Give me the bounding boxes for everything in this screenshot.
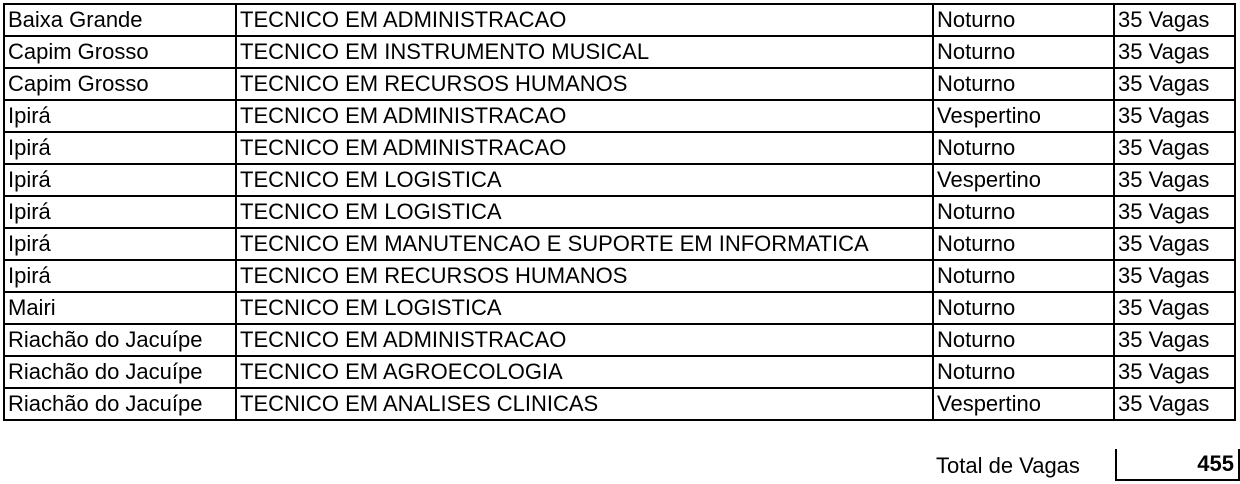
city-cell: Riachão do Jacuípe bbox=[4, 356, 236, 388]
table-row bbox=[4, 36, 1235, 68]
vagas-cell: 35 Vagas bbox=[1114, 196, 1235, 228]
vagas-cell: 35 Vagas bbox=[1114, 228, 1235, 260]
total-value: 455 bbox=[1115, 449, 1240, 481]
total-label: Total de Vagas bbox=[936, 453, 1080, 478]
city-cell: Mairi bbox=[4, 292, 236, 324]
shift-cell: Noturno bbox=[933, 132, 1114, 164]
table-row bbox=[4, 68, 1235, 100]
shift-cell: Vespertino bbox=[933, 100, 1114, 132]
course-cell: TECNICO EM ADMINISTRACAO bbox=[236, 132, 933, 164]
city-cell: Ipirá bbox=[4, 132, 236, 164]
course-cell: TECNICO EM LOGISTICA bbox=[236, 196, 933, 228]
city-cell: Capim Grosso bbox=[4, 68, 236, 100]
vagas-table bbox=[3, 3, 1236, 421]
course-cell: TECNICO EM AGROECOLOGIA bbox=[236, 356, 933, 388]
table-row bbox=[4, 4, 1235, 36]
table-row bbox=[4, 196, 1235, 228]
shift-cell: Vespertino bbox=[933, 164, 1114, 196]
course-cell: TECNICO EM ANALISES CLINICAS bbox=[236, 388, 933, 420]
course-cell: TECNICO EM RECURSOS HUMANOS bbox=[236, 68, 933, 100]
shift-cell: Noturno bbox=[933, 4, 1114, 36]
shift-cell: Noturno bbox=[933, 356, 1114, 388]
table-row bbox=[4, 100, 1235, 132]
city-cell: Riachão do Jacuípe bbox=[4, 388, 236, 420]
vagas-cell: 35 Vagas bbox=[1114, 36, 1235, 68]
city-cell: Baixa Grande bbox=[4, 4, 236, 36]
vagas-cell: 35 Vagas bbox=[1114, 324, 1235, 356]
city-cell: Ipirá bbox=[4, 196, 236, 228]
table-row bbox=[4, 356, 1235, 388]
vagas-cell: 35 Vagas bbox=[1114, 4, 1235, 36]
vagas-cell: 35 Vagas bbox=[1114, 356, 1235, 388]
city-cell: Riachão do Jacuípe bbox=[4, 324, 236, 356]
shift-cell: Noturno bbox=[933, 36, 1114, 68]
vagas-table-body bbox=[4, 4, 1235, 420]
table-row bbox=[4, 292, 1235, 324]
shift-cell: Vespertino bbox=[933, 388, 1114, 420]
table-row bbox=[4, 388, 1235, 420]
shift-cell: Noturno bbox=[933, 68, 1114, 100]
course-cell: TECNICO EM ADMINISTRACAO bbox=[236, 324, 933, 356]
table-row bbox=[4, 228, 1235, 260]
course-cell: TECNICO EM LOGISTICA bbox=[236, 164, 933, 196]
shift-cell: Noturno bbox=[933, 196, 1114, 228]
vagas-cell: 35 Vagas bbox=[1114, 388, 1235, 420]
shift-cell: Noturno bbox=[933, 228, 1114, 260]
shift-cell: Noturno bbox=[933, 324, 1114, 356]
city-cell: Ipirá bbox=[4, 100, 236, 132]
city-cell: Capim Grosso bbox=[4, 36, 236, 68]
vagas-sheet bbox=[3, 3, 1236, 421]
shift-cell: Noturno bbox=[933, 292, 1114, 324]
vagas-cell: 35 Vagas bbox=[1114, 132, 1235, 164]
course-cell: TECNICO EM ADMINISTRACAO bbox=[236, 4, 933, 36]
vagas-cell: 35 Vagas bbox=[1114, 100, 1235, 132]
table-row bbox=[4, 324, 1235, 356]
course-cell: TECNICO EM INSTRUMENTO MUSICAL bbox=[236, 36, 933, 68]
shift-cell: Noturno bbox=[933, 260, 1114, 292]
course-cell: TECNICO EM MANUTENCAO E SUPORTE EM INFORMATICA bbox=[236, 228, 933, 260]
total-row bbox=[930, 449, 1238, 483]
city-cell: Ipirá bbox=[4, 164, 236, 196]
city-cell: Ipirá bbox=[4, 228, 236, 260]
city-cell: Ipirá bbox=[4, 260, 236, 292]
vagas-cell: 35 Vagas bbox=[1114, 260, 1235, 292]
table-row bbox=[4, 260, 1235, 292]
table-row bbox=[4, 132, 1235, 164]
vagas-cell: 35 Vagas bbox=[1114, 164, 1235, 196]
table-row bbox=[4, 164, 1235, 196]
vagas-cell: 35 Vagas bbox=[1114, 68, 1235, 100]
course-cell: TECNICO EM RECURSOS HUMANOS bbox=[236, 260, 933, 292]
vagas-cell: 35 Vagas bbox=[1114, 292, 1235, 324]
course-cell: TECNICO EM LOGISTICA bbox=[236, 292, 933, 324]
course-cell: TECNICO EM ADMINISTRACAO bbox=[236, 100, 933, 132]
